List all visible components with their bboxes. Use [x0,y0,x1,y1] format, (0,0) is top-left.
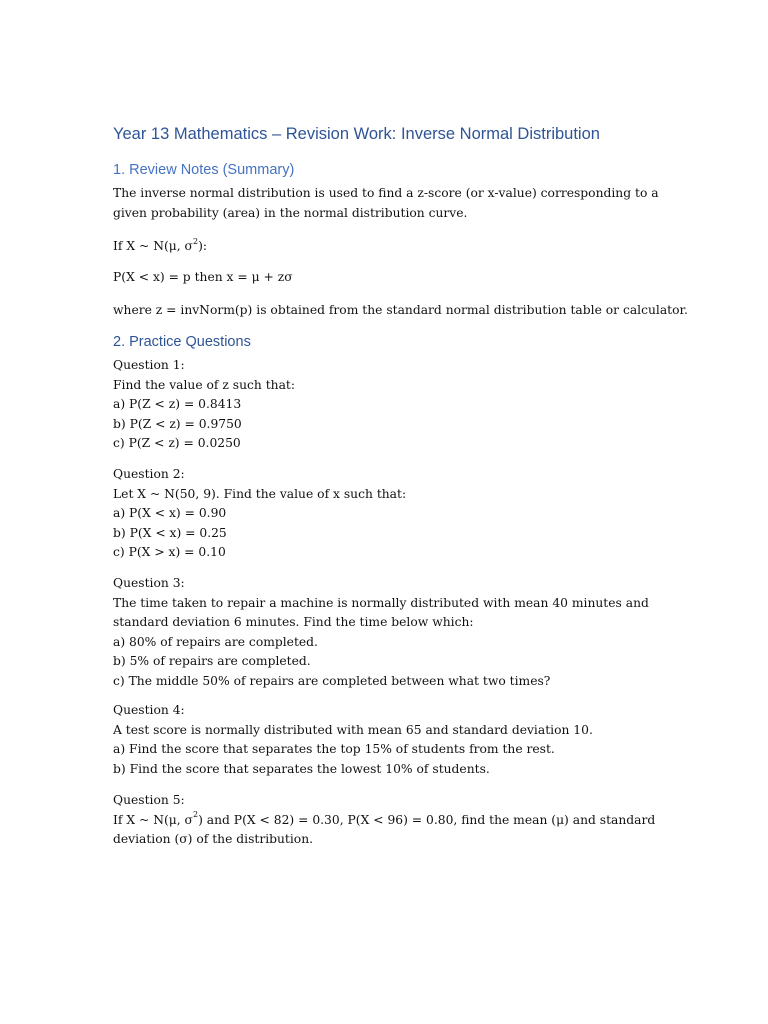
section-heading-practice-questions: 2. Practice Questions [113,334,251,350]
document-title: Year 13 Mathematics – Revision Work: Inverse Normal Distribution [113,125,600,143]
question-line: a) 80% of repairs are completed. [113,634,318,649]
question-1 [113,356,295,454]
question-line: a) P(Z < z) = 0.8413 [113,397,242,411]
question-line: c) The middle 50% of repairs are completed between what two times? [113,673,551,688]
question-line: Find the value of z such that: [113,377,296,392]
question-line: The time taken to repair a machine is normally distributed with mean 40 minutes and [113,595,649,610]
question-5 [113,791,655,850]
question-label: Question 4: [113,703,185,717]
question-label: Question 5: [113,793,185,807]
question-line: a) P(X < x) = 0.90 [113,506,227,520]
distribution-definition: If X ~ N(μ, $\sigma^2$): [113,236,208,253]
question-line: b) P(X < x) = 0.25 [113,525,227,540]
question-label: Question 3: [113,576,185,590]
question-line: deviation (σ) of the distribution. [113,832,314,846]
question-2 [113,465,406,563]
question-line: a) Find the score that separates the top 15% of students from the rest. [113,742,555,756]
question-line: c) P(X > x) = 0.10 [113,545,226,559]
question-line: standard deviation 6 minutes. Find the time below which: [113,615,474,629]
question-line: b) Find the score that separates the lowest 10% of students. [113,761,490,776]
question-line: A test score is normally distributed with mean 65 and standard deviation 10. [113,722,593,737]
question-line: Let X ~ N(50, 9). Find the value of x such that: [113,486,407,501]
intro-paragraph [113,184,659,223]
where-note: where z = invNorm(p) is obtained from the standard normal distribution table or calculator. [113,303,688,317]
question-line: b) 5% of repairs are completed. [113,654,311,668]
question-line: If X ~ N(μ, $\sigma^2$) and P(X < 82) = 0.30, P(X < 96) = 0.80, find the mean (μ) and standard [113,810,656,827]
question-4 [113,701,593,779]
question-line: b) P(Z < z) = 0.9750 [113,416,242,431]
question-label: Question 1: [113,358,185,372]
question-label: Question 2: [113,467,185,481]
question-line: c) P(Z < z) = 0.0250 [113,436,241,450]
formula: P(X < x) = p then x = μ + zσ [113,270,293,284]
intro-line: given probability (area) in the normal distribution curve. [113,205,468,220]
intro-line: The inverse normal distribution is used to find a z-score (or x-value) corresponding to a [113,186,659,200]
question-3 [113,574,649,691]
section-heading-review-notes: 1. Review Notes (Summary) [113,162,295,178]
